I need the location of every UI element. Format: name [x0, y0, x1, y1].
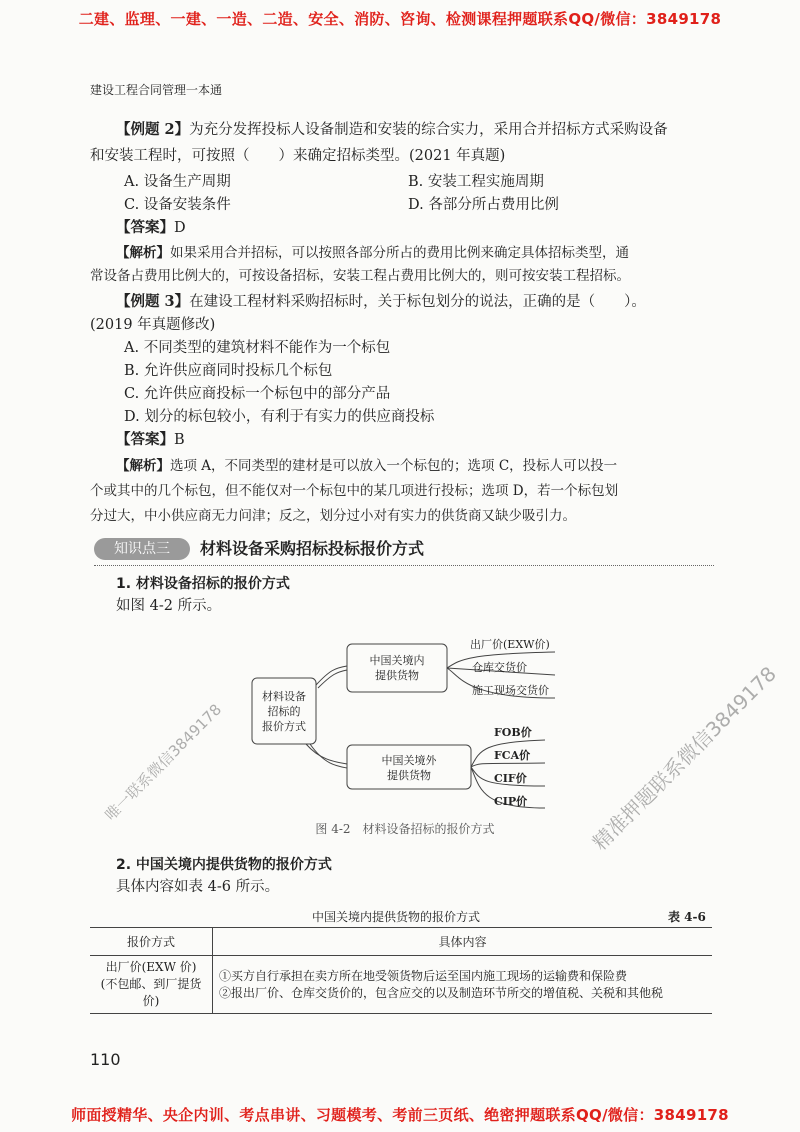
paragraph: 如图 4-2 所示。 — [116, 598, 222, 614]
table-number: 表 4-6 — [668, 910, 706, 924]
table-header: 具体内容 — [438, 935, 487, 949]
divider — [94, 565, 714, 566]
watermark: 唯一联系微信3849178 — [101, 700, 226, 825]
option-c: C. 设备安装条件 — [124, 197, 231, 213]
watermark: 精准押题联系微信3849178 — [587, 661, 781, 855]
section-title: 材料设备采购招标投标报价方式 — [200, 539, 425, 558]
foreign-node-line: 提供货物 — [387, 769, 431, 782]
paragraph: 具体内容如表 4-6 所示。 — [116, 879, 280, 895]
domestic-node-line: 中国关境内 — [369, 654, 425, 667]
table-title: 中国关境内提供货物的报价方式 — [312, 910, 481, 924]
foreign-item: CIF价 — [494, 772, 527, 785]
table-row — [90, 956, 712, 1014]
running-header: 建设工程合同管理一本通 — [90, 83, 223, 97]
content-line: ②报出厂价、仓库交货价的，包含应交的以及制造环节所交的增值税、关税和其他税 — [219, 985, 664, 1000]
top-banner: 二建、监理、一建、一造、二造、安全、消防、咨询、检测课程押题联系QQ/微信：3849178 — [78, 10, 722, 28]
example2-analysis-cont: 常设备占费用比例大的，可按设备招标，安装工程占费用比例大的，则可按安装工程招标。 — [90, 268, 630, 284]
subsection-title: 1. 材料设备招标的报价方式 — [116, 576, 290, 592]
method-name: 出厂价(EXW 价) — [105, 960, 197, 974]
foreign-node-line: 中国关境外 — [381, 754, 437, 767]
domestic-item: 出厂价(EXW价) — [470, 638, 550, 651]
foreign-item: CIP价 — [494, 795, 528, 808]
domestic-node-line: 提供货物 — [375, 669, 419, 682]
quotation-table — [90, 927, 712, 1014]
subsection-title: 2. 中国关境内提供货物的报价方式 — [116, 857, 332, 873]
example3-answer: 【答案】B — [116, 431, 185, 448]
table-header: 报价方式 — [90, 928, 213, 956]
example2-question-cont: 和安装工程时，可按照（ ）来确定招标类型。(2021 年真题) — [90, 148, 506, 164]
domestic-item: 施工现场交货价 — [472, 684, 549, 697]
option-a: A. 不同类型的建筑材料不能作为一个标包 — [124, 340, 391, 356]
content-line: ①买方自行承担在卖方所在地受领货物后运至国内施工现场的运输费和保险费 — [219, 968, 628, 983]
option-d: D. 各部分所占费用比例 — [408, 197, 559, 213]
option-b: B. 允许供应商同时投标几个标包 — [124, 363, 333, 379]
example3-analysis: 【解析】选项 A，不同类型的建材是可以放入一个标包的；选项 C，投标人可以投一 — [116, 458, 618, 474]
example2-analysis: 【解析】如果采用合并招标，可以按照各部分所占的费用比例来确定具体招标类型，通 — [116, 245, 629, 261]
option-a: A. 设备生产周期 — [124, 174, 231, 190]
option-d: D. 划分的标包较小，有利于有实力的供应商投标 — [124, 409, 435, 425]
example3-analysis-cont: 分过大，中小供应商无力问津；反之，划分过小对有实力的供货商又缺少吸引力。 — [90, 508, 576, 524]
page-number: 110 — [90, 1050, 121, 1069]
example3-analysis-cont: 个或其中的几个标包，但不能仅对一个标包中的某几项进行投标；选项 D，若一个标包划 — [90, 483, 619, 499]
method-note: (不包邮、到厂提货价) — [100, 977, 202, 1008]
foreign-item: FOB价 — [494, 726, 532, 739]
example2-answer: 【答案】D — [116, 219, 186, 236]
root-node-line: 材料设备 — [262, 690, 306, 703]
domestic-item: 仓库交货价 — [472, 661, 527, 674]
quotation-method-diagram — [240, 630, 570, 840]
option-c: C. 允许供应商投标一个标包中的部分产品 — [124, 386, 391, 402]
option-b: B. 安装工程实施周期 — [408, 174, 544, 190]
example3-question: 【例题 3】在建设工程材料采购招标时，关于标包划分的说法，正确的是（ ）。 — [116, 293, 646, 310]
example3-question-cont: (2019 年真题修改) — [90, 317, 216, 333]
figure-caption: 图 4-2 材料设备招标的报价方式 — [315, 822, 495, 836]
root-node-line: 招标的 — [267, 705, 301, 718]
section-badge: 知识点三 — [94, 538, 190, 560]
example2-question: 【例题 2】为充分发挥投标人设备制造和安装的综合实力，采用合并招标方式采购设备 — [116, 121, 668, 138]
foreign-item: FCA价 — [494, 749, 531, 762]
root-node-line: 报价方式 — [262, 720, 306, 733]
bottom-banner: 师面授精华、央企内训、考点串讲、习题模考、考前三页纸、绝密押题联系QQ/微信：3849178 — [71, 1106, 729, 1124]
